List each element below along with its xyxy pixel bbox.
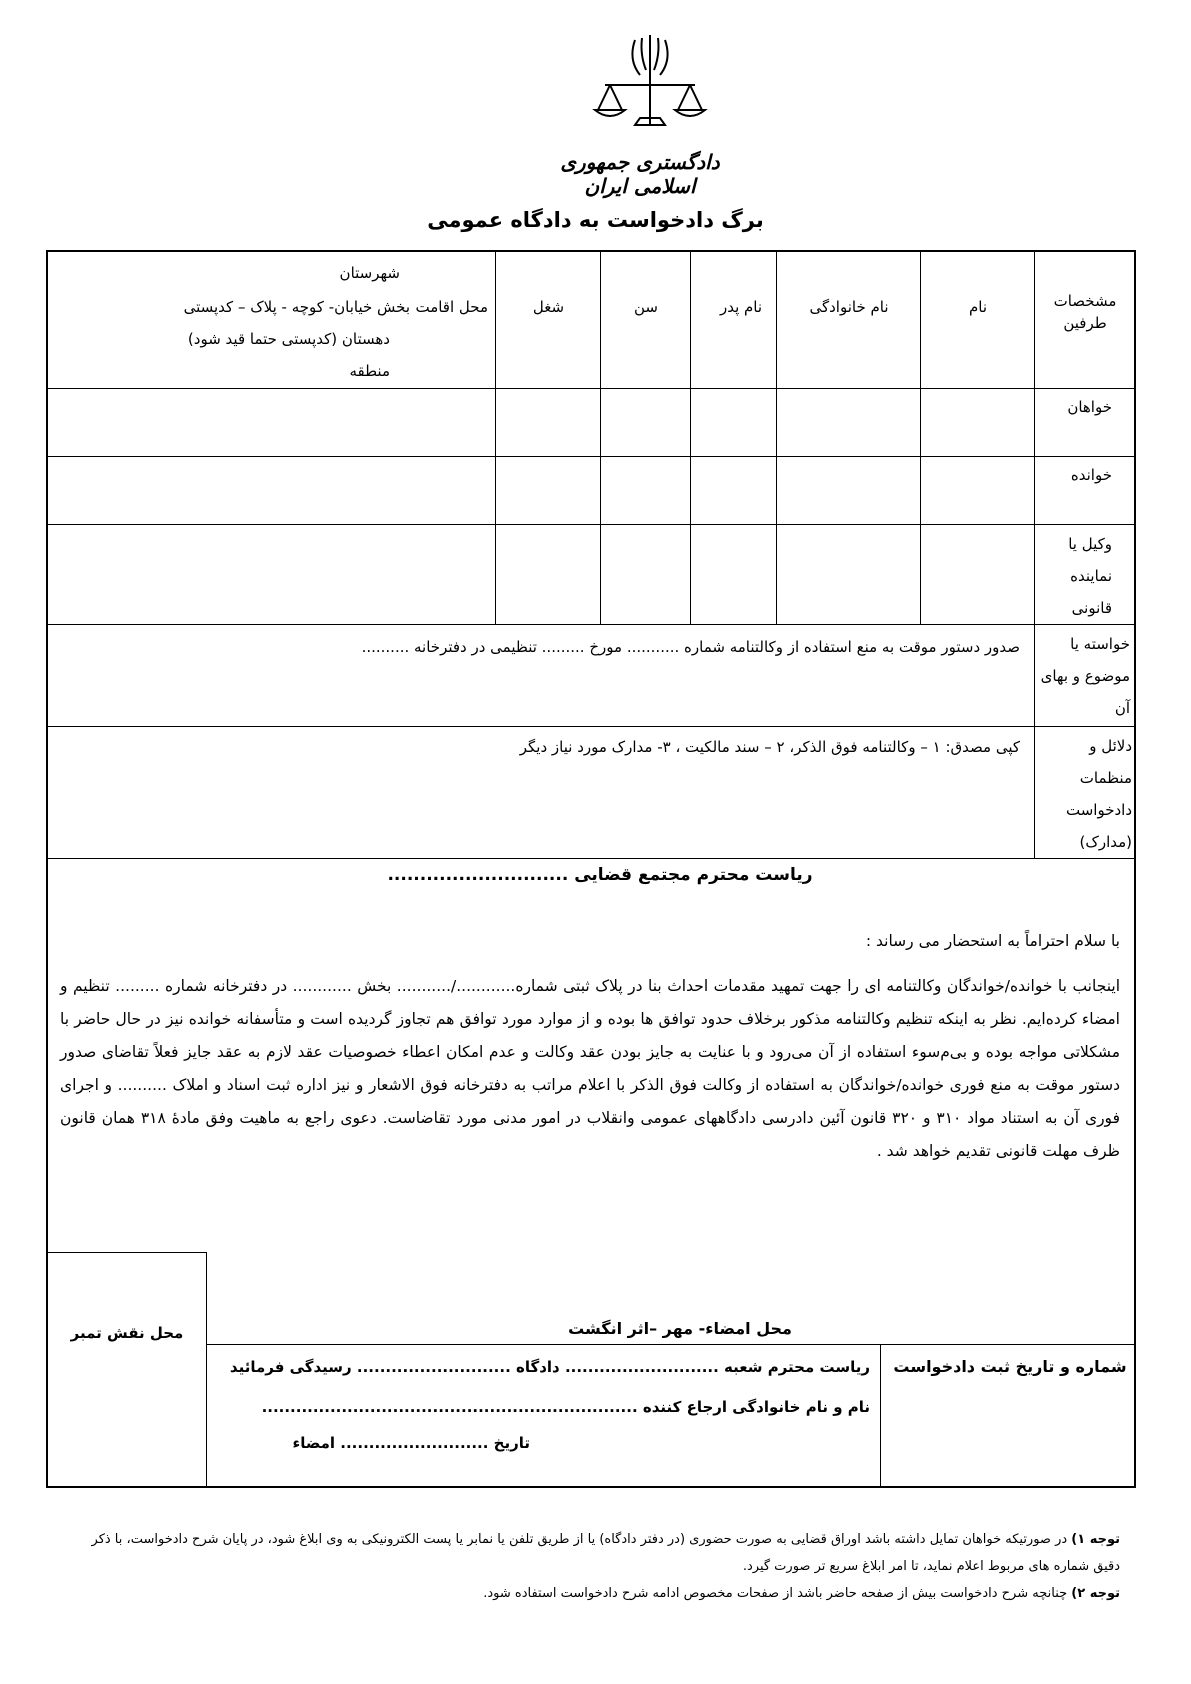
address-line-4: منطقه (349, 362, 390, 380)
claim-label: خواسته یا موضوع و بهای آن (1040, 635, 1130, 717)
evidence-text: کپی مصدق: ۱ – وکالتنامه فوق الذکر، ۲ – سند مالکیت ، ۳- مدارک مورد نیاز دیگر (519, 738, 1020, 756)
note-2: توجه ۲) چنانچه شرح دادخواست بیش از صفحه حاضر باشد از صفحات مخصوص ادامه شرح دادخواست استفاده شود. (483, 1586, 1120, 1601)
registration-label: شماره و تاریخ ثبت دادخواست (893, 1357, 1127, 1376)
signature-place: محل امضاء- مهر –اثر انگشت (568, 1319, 792, 1338)
referral-line-3: تاریخ .......................... امضاء (292, 1434, 530, 1452)
header-residence: محل اقامت (415, 298, 488, 316)
header-age: سن (634, 298, 658, 316)
header-name: نام (968, 298, 988, 316)
note-1: توجه ۱) در صورتیکه خواهان تمایل داشته باشد اوراق قضایی به صورت حضوری (در دفتر دادگاه) یا از طریق تلفن یا نمابر یا پست الکترونیکی به وی ابلاغ شود، در پایان شرح دادخواست، با ذکر دقیق شماره های مربوط اعلام نماید، تا امر ابلاغ سریع تر صورت گیرد. (91, 1532, 1120, 1574)
address-line-2: بخش خیابان- کوچه - پلاک – کدپستی (183, 298, 410, 316)
claim-text: صدور دستور موقت به منع استفاده از وکالتنامه شماره ........... مورخ ......... تنظیمی در دفترخانه .......... (361, 638, 1020, 656)
row-defendant: خوانده (1070, 466, 1112, 484)
judiciary-emblem-icon (590, 30, 710, 140)
stamp-place: محل نقش تمبر (70, 1324, 184, 1342)
address-line-3: دهستان (کدپستی حتما قید شود) (187, 330, 390, 348)
judiciary-name: دادگستری جمهوری اسلامی ایران (560, 150, 720, 198)
letter-greeting: با سلام احتراماً به استحضار می رساند : (865, 932, 1120, 950)
row-plaintiff: خواهان (1067, 398, 1112, 416)
header-job: شغل (532, 298, 565, 316)
letter-body: اینجانب با خوانده/خواندگان وکالتنامه ای را جهت تمهید مقدمات احداث بنا در پلاک ثبتی شماره............/........... بخش ............ در دفترخانه شماره ......... تنظیم و امضاء کرده‌ایم. نظر به اینکه تنظیم وکالتنامه مذکور برخلاف حدود توافق ها بوده و از موارد مورد توافق هم تجاوز گردیده است و متأسفانه خوانده نیز در حال حاضر با مشکلاتی مواجه بوده و بی‌م‌سوء استفاده از آن می‌رود و با عنایت به جایز بودن عقد وکالت و عدم امکان اعطاء خصوصیات عقد لازم به عقد جایز فعلاً تقاضای صدور دستور موقت به منع فوری خوانده/خواندگان به استفاده از وکالت فوق الذکر با اعلام مراتب به دفترخانه فوق الاشعار و نیز اداره ثبت اسناد و املاک .......... و اجرای فوری آن به استناد مواد ۳۱۰ و ۳۲۰ قانون آئین دادرسی دادگاههای عمومی وانقلاب در امور مدنی مورد تقاضاست. دعوی راجع به ماهیت وفق مادهٔ ۳۱۸ همان قانون ظرف مهلت قانونی تقدیم خواهد شد . (60, 977, 1120, 1160)
evidence-label: دلائل و منظمات دادخواست (مدارک) (1065, 737, 1132, 851)
row-attorney: وکیل یا نماینده قانونی (1068, 535, 1112, 617)
notes (70, 1526, 1120, 1607)
header-specs: مشخصات طرفین (1053, 292, 1117, 332)
header-family: نام خانوادگی (809, 298, 889, 316)
referral-line-2: نام و نام خانوادگی ارجاع کننده .................................................................. (261, 1398, 870, 1416)
form-title: برگ دادخواست به دادگاه عمومی (427, 208, 764, 232)
letter-heading: ریاست محترم مجتمع قضایی ............................ (387, 865, 813, 885)
address-line-1: شهرستان (339, 264, 400, 282)
referral-line-1: ریاست محترم شعبه ........................... دادگاه ........................... رسیدگی فرمائید (229, 1358, 870, 1376)
header-father: نام پدر (719, 298, 763, 316)
